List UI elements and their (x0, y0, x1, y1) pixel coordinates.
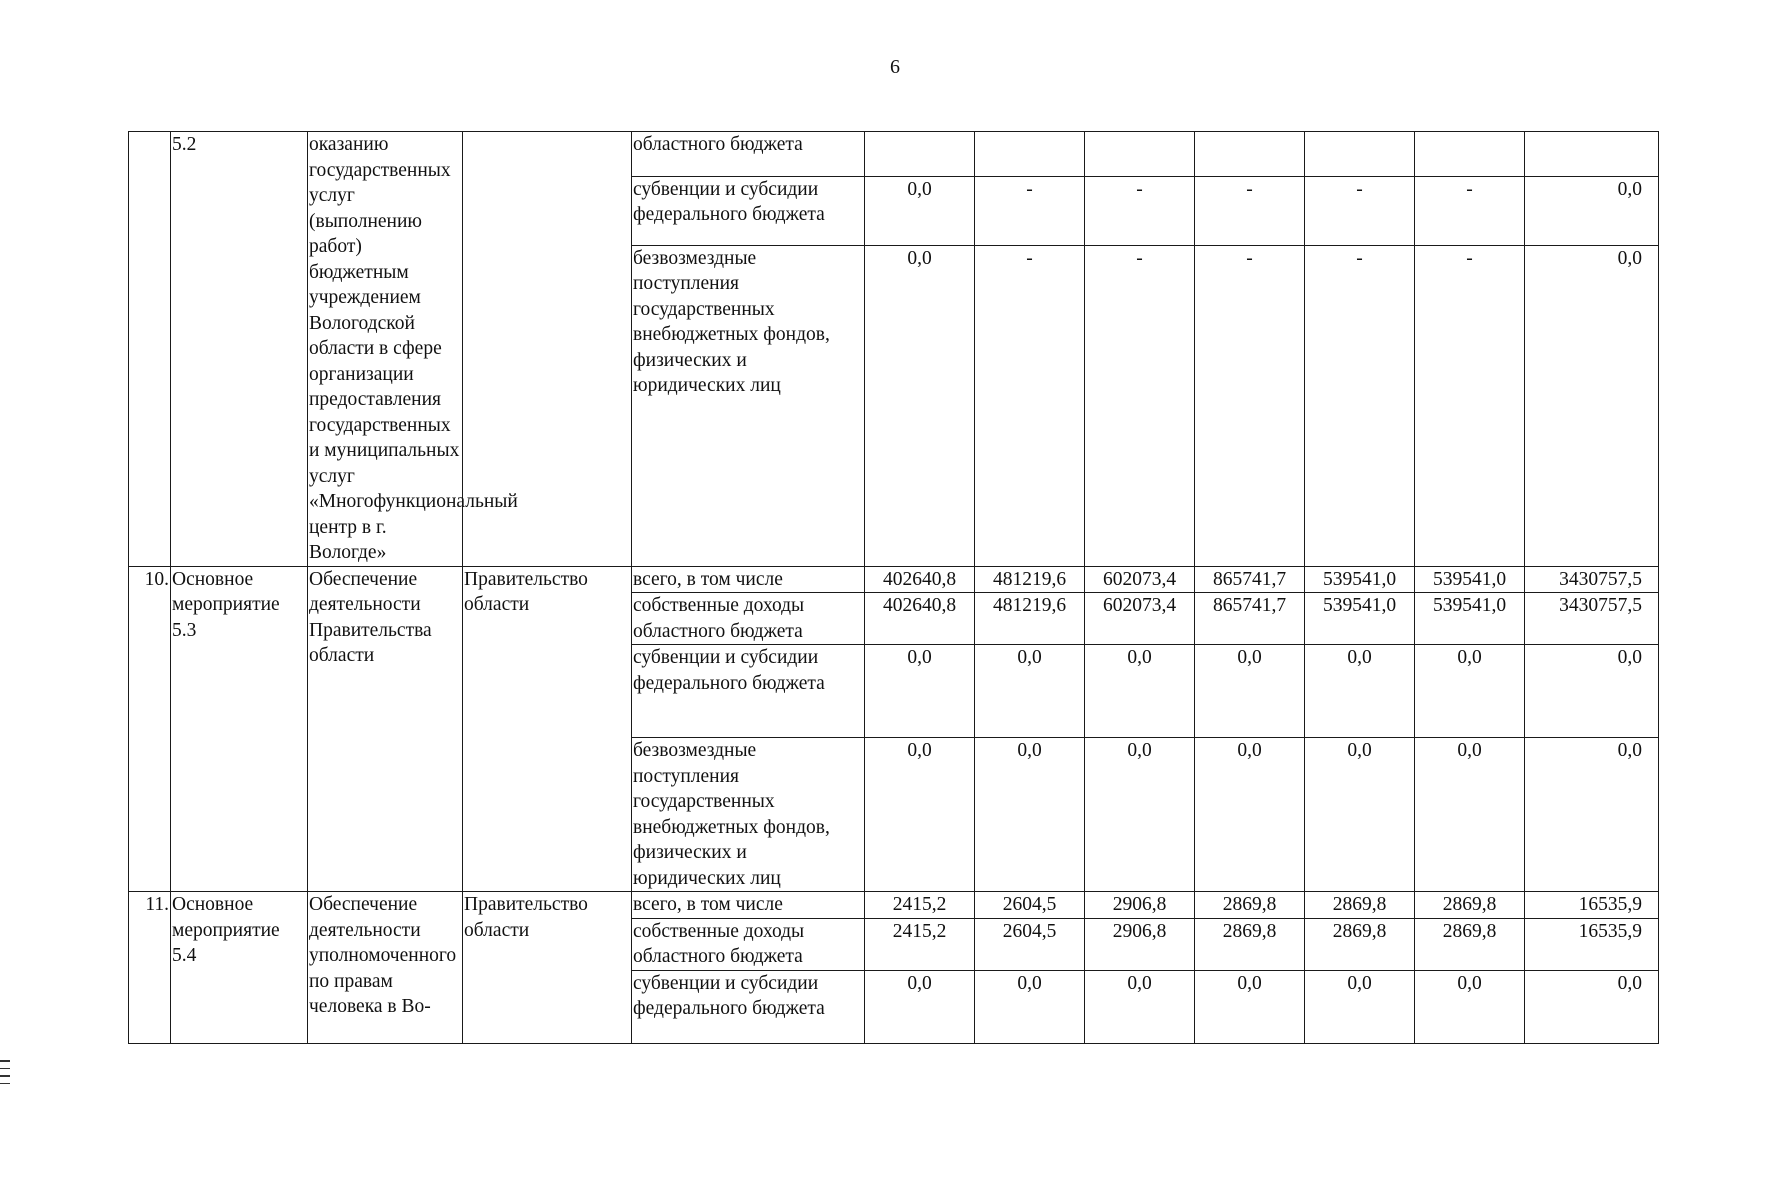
value-cell: 0,0 (1415, 738, 1525, 892)
value-cell: - (1305, 176, 1415, 245)
value-cell (1305, 132, 1415, 177)
funding-source-cell: всего, в том числе (632, 566, 865, 593)
value-cell: 16535,9 (1525, 918, 1659, 970)
value-cell: 2604,5 (975, 892, 1085, 919)
value-cell: 481219,6 (975, 566, 1085, 593)
value-cell: 2906,8 (1085, 918, 1195, 970)
value-cell: 539541,0 (1415, 566, 1525, 593)
value-cell: 2415,2 (865, 918, 975, 970)
value-cell: 0,0 (1195, 970, 1305, 1043)
table-row (129, 132, 1659, 177)
value-cell: 2869,8 (1305, 918, 1415, 970)
value-cell: 2415,2 (865, 892, 975, 919)
value-cell: 0,0 (1525, 738, 1659, 892)
value-cell: - (1195, 176, 1305, 245)
value-cell (1195, 132, 1305, 177)
value-cell: 0,0 (865, 738, 975, 892)
value-cell: 0,0 (1305, 970, 1415, 1043)
value-cell: 2869,8 (1305, 892, 1415, 919)
value-cell: 0,0 (1525, 970, 1659, 1043)
item-name-cell: оказанию государственных услуг (выполнению работ) бюджетным учреждением Вологодской области в сфере организации предоставления государственных и муниципальных услуг «Многофункциональный центр в г. Вологде» (308, 132, 463, 567)
table-row (129, 892, 1659, 919)
value-cell: - (1305, 245, 1415, 566)
value-cell: 0,0 (865, 645, 975, 738)
value-cell: 2869,8 (1195, 918, 1305, 970)
value-cell: 0,0 (1085, 645, 1195, 738)
value-cell: 602073,4 (1085, 593, 1195, 645)
value-cell: 0,0 (975, 738, 1085, 892)
value-cell: 0,0 (975, 970, 1085, 1043)
value-cell: 2604,5 (975, 918, 1085, 970)
value-cell (1085, 132, 1195, 177)
funding-source-cell: областного бюджета (632, 132, 865, 177)
value-cell: 539541,0 (1305, 593, 1415, 645)
value-cell: 0,0 (1195, 738, 1305, 892)
value-cell: 539541,0 (1415, 593, 1525, 645)
value-cell: 0,0 (975, 645, 1085, 738)
value-cell: 402640,8 (865, 593, 975, 645)
funding-source-cell: собственные доходы областного бюджета (632, 918, 865, 970)
value-cell: - (1085, 176, 1195, 245)
executor-cell: Правительство области (463, 566, 632, 892)
value-cell: 402640,8 (865, 566, 975, 593)
value-cell (1525, 132, 1659, 177)
value-cell: 539541,0 (1305, 566, 1415, 593)
value-cell: 0,0 (1305, 738, 1415, 892)
value-cell: 0,0 (1415, 645, 1525, 738)
value-cell: 0,0 (1085, 738, 1195, 892)
value-cell: - (975, 176, 1085, 245)
value-cell: 0,0 (865, 970, 975, 1043)
value-cell: 0,0 (1525, 645, 1659, 738)
item-code-cell: Основное мероприятие 5.3 (171, 566, 308, 892)
value-cell: - (1415, 176, 1525, 245)
row-number-cell: 11. (129, 892, 171, 1044)
value-cell: 3430757,5 (1525, 566, 1659, 593)
value-cell: - (1195, 245, 1305, 566)
value-cell: 2869,8 (1415, 892, 1525, 919)
executor-cell: Правительство области (463, 892, 632, 1044)
funding-source-cell: собственные доходы областного бюджета (632, 593, 865, 645)
value-cell: 0,0 (1415, 970, 1525, 1043)
value-cell: 0,0 (1195, 645, 1305, 738)
funding-source-cell: субвенции и субсидии федерального бюджета (632, 176, 865, 245)
value-cell: 0,0 (1525, 176, 1659, 245)
value-cell (1415, 132, 1525, 177)
value-cell: 3430757,5 (1525, 593, 1659, 645)
value-cell: - (975, 245, 1085, 566)
value-cell: 0,0 (1525, 245, 1659, 566)
funding-source-cell: всего, в том числе (632, 892, 865, 919)
item-code-cell: Основное мероприятие 5.4 (171, 892, 308, 1044)
value-cell: 0,0 (1305, 645, 1415, 738)
item-name-cell: Обеспечение деятельности уполномоченного по правам человека в Во- (308, 892, 463, 1044)
row-number-cell (129, 132, 171, 567)
value-cell: - (1085, 245, 1195, 566)
value-cell: 16535,9 (1525, 892, 1659, 919)
funding-source-cell: безвозмездные поступления государственных внебюджетных фондов, физических и юридических лиц (632, 245, 865, 566)
value-cell: 481219,6 (975, 593, 1085, 645)
value-cell: 2869,8 (1415, 918, 1525, 970)
row-number-cell: 10. (129, 566, 171, 892)
value-cell: - (1415, 245, 1525, 566)
table-body (129, 132, 1659, 1044)
item-name-cell: Обеспечение деятельности Правительства области (308, 566, 463, 892)
funding-source-cell: субвенции и субсидии федерального бюджета (632, 645, 865, 738)
value-cell: 2869,8 (1195, 892, 1305, 919)
budget-table (128, 131, 1659, 1044)
value-cell: 602073,4 (1085, 566, 1195, 593)
funding-source-cell: субвенции и субсидии федерального бюджета (632, 970, 865, 1043)
page-number: 6 (890, 56, 900, 78)
value-cell: 0,0 (865, 176, 975, 245)
table-row (129, 566, 1659, 593)
value-cell: 0,0 (1085, 970, 1195, 1043)
value-cell (975, 132, 1085, 177)
value-cell (865, 132, 975, 177)
scan-margin-marks (0, 1060, 10, 1090)
value-cell: 865741,7 (1195, 593, 1305, 645)
value-cell: 865741,7 (1195, 566, 1305, 593)
value-cell: 2906,8 (1085, 892, 1195, 919)
funding-source-cell: безвозмездные поступления государственных внебюджетных фондов, физических и юридических лиц (632, 738, 865, 892)
value-cell: 0,0 (865, 245, 975, 566)
item-code-cell: 5.2 (171, 132, 308, 567)
